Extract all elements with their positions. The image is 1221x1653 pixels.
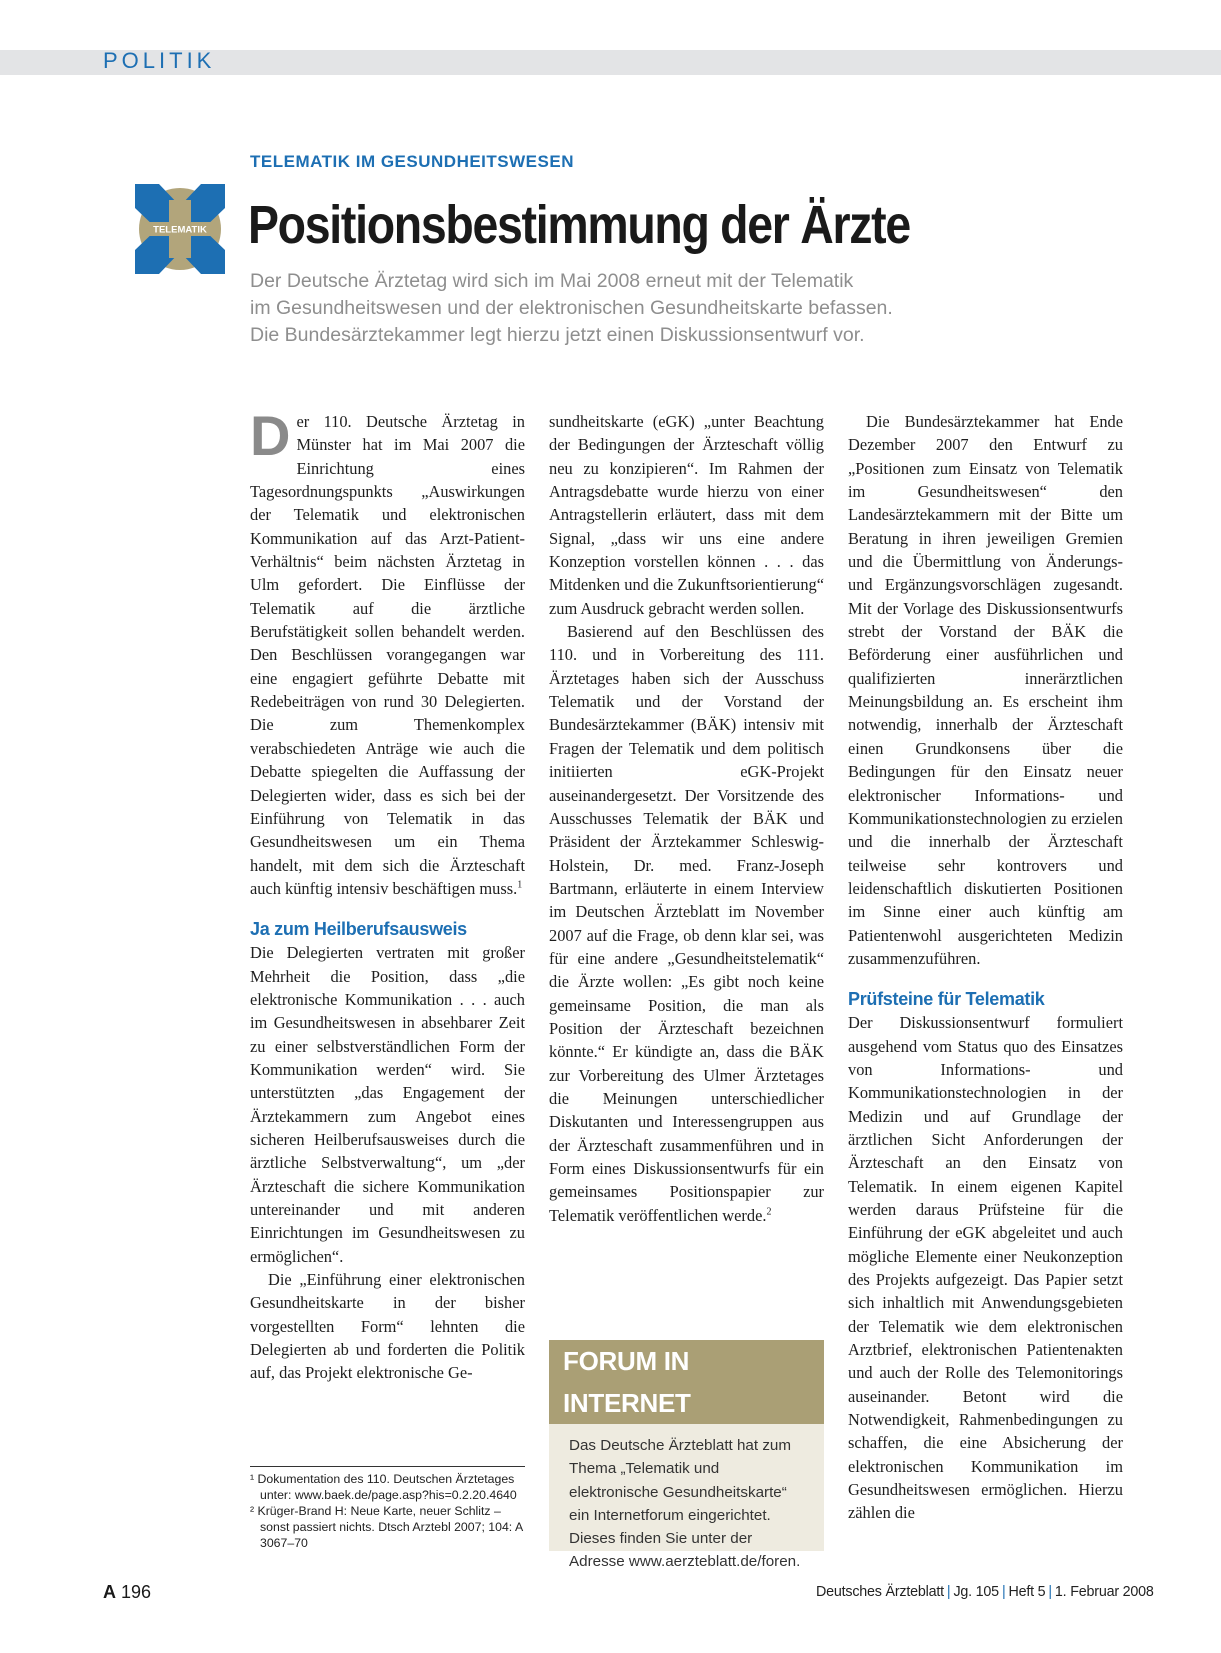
footnote: ² Krüger-Brand H: Neue Karte, neuer Schlitz – sonst passiert nichts. Dtsch Arztebl 2007; 104: A 3067–70 <box>250 1504 523 1550</box>
footnote-ref: 1 <box>517 879 523 891</box>
lead-line: Der Deutsche Ärztetag wird sich im Mai 2008 erneut mit der Telematik <box>250 270 854 292</box>
article-column-1 <box>250 404 525 1385</box>
forum-title: FORUM IN INTERNET <box>549 1340 824 1424</box>
article-kicker: TELEMATIK IM GESUNDHEITSWESEN <box>250 152 574 171</box>
forum-line: Dieses finden Sie unter der Adresse www.aerzteblatt.de/foren. <box>569 1530 801 1571</box>
footnotes <box>250 1466 525 1551</box>
logo-label: TELEMATIK <box>153 224 207 236</box>
journal-issue: Heft 5 <box>1008 1584 1046 1600</box>
subheading: Ja zum Heilberufsausweis <box>250 919 467 940</box>
journal-name: Deutsches Ärzteblatt <box>816 1584 944 1600</box>
paragraph: Die „Einführung einer elektronischen Gesundheitskarte in der bisher vorgestellten Form“ lehnten die Delegierten ab und forderten die Politik auf, das Projekt elektronische Ge- <box>250 1270 525 1383</box>
section-label: POLITIK <box>103 48 216 73</box>
journal-date: 1. Februar 2008 <box>1054 1584 1154 1600</box>
forum-line: Das Deutsche Ärzteblatt hat zum Thema „Telematik und elektronische Gesundheitskarte“ ein Internetforum eingerichtet. <box>569 1437 792 1524</box>
lead-line: Die Bundesärztekammer legt hierzu jetzt einen Diskussionsentwurf vor. <box>250 324 865 346</box>
paragraph: sundheitskarte (eGK) „unter Beachtung der Bedingungen der Ärzteschaft völlig neu zu konzipieren“. Im Rahmen der Antragsdebatte wurde hierzu von einer Antragstellerin erläutert, dass mit dem Signal, „dass wir uns eine andere Konzeption vorstellen können . . . das Mitdenken und die Zukunftsorientierung“ zum Ausdruck gebracht werden sollen. <box>549 412 824 618</box>
subheading: Prüfsteine für Telematik <box>848 989 1045 1010</box>
paragraph: Der Diskussionsentwurf formuliert ausgehend vom Status quo des Einsatzes von Informations- und Kommunikationstechnologien in der Medizin und auf Grundlage der ärztlichen Sicht Anforderungen der Ärzteschaft an den Einsatz von Telematik. In einem eigenen Kapitel werden daraus Prüfsteine für die Einführung der eGK abgeleitet und auch mögliche Elemente einer Neukonzeption des Projekts aufgezeigt. Das Papier setzt sich inhaltlich mit Anwendungsgebieten der Telematik wie dem elektronischen Arztbrief, elektronischen Patientenakten und auch der Rolle des Telemonitorings auseinander. Betont wird die Notwendigkeit, Rahmenbedingungen zu schaffen, die eine Absicherung der elektronischen Kommunikation im Gesundheitswesen ermöglichen. Hierzu zählen die <box>848 1013 1123 1523</box>
article-column-2 <box>549 410 824 1227</box>
paragraph: Die Bundesärztekammer hat Ende Dezember 2007 den Entwurf zu „Positionen zum Einsatz von Telematik im Gesundheitswesen“ den Landesärztekammern mit der Bitte um Beratung in ihren jeweiligen Gremien und die Übermittlung von Änderungs- und Ergänzungsvorschlägen zugesandt. Mit der Vorlage des Diskussionsentwurfs strebt der Vorstand der BÄK die Beförderung einer ausführlichen und qualifizierten innerärztlichen Meinungsbildung an. Es erscheint ihm notwendig, innerhalb der Ärzteschaft einen Grundkonsens über die Bedingungen für den Einsatz neuer elektronischer Informations- und Kommunikationstechnologien zu erzielen und die innerhalb der Ärzteschaft teilweise sehr kontrovers und leidenschaftlich diskutierten Positionen im Sinne einer auch künftig am Patientenwohl ausgerichteten Medizin zusammenzuführen. <box>848 412 1123 968</box>
footnote-ref: 2 <box>766 1206 772 1218</box>
article-lead <box>250 268 1010 349</box>
lead-line: im Gesundheitswesen und der elektronischen Gesundheitskarte befassen. <box>250 297 893 319</box>
paragraph: Die Delegierten vertraten mit großer Mehrheit die Position, dass „die elektronische Kommunikation . . . auch im Gesundheitswesen in absehbarer Zeit zu einer selbstverständlichen Form der Kommunikation werden“ wird. Sie unterstützten „das Engagement der Ärztekammern zum Angebot eines sicheren Heilberufsausweises durch die ärztliche Selbstverwaltung“, um „der Ärzteschaft die sichere Kommunikation untereinander und mit anderen Einrichtungen im Gesundheitswesen zu ermöglichen“. <box>250 943 525 1266</box>
paragraph: Der 110. Deutsche Ärztetag in Münster hat im Mai 2007 die Einrichtung eines Tagesordnungspunkts „Auswirkungen der Telematik und elektronischen Kommunikation auf das Arzt-Patient-Verhältnis“ beim nächsten Ärztetag in Ulm gefordert. Die Einflüsse der Telematik auf die ärztliche Berufstätigkeit sollen behandelt werden. Den Beschlüssen vorangegangen war eine engagiert geführte Debatte mit Redebeiträgen von rund 30 Delegierten. Die zum Themenkomplex verabschiedeten Anträge wie auch die Debatte spiegelten die Auffassung der Delegierten wider, dass es sich bei der Einführung von Telematik in das Gesundheitswesen um ein Thema handelt, mit dem sich die Ärzteschaft auch künftig intensiv beschäftigen muss.$^1$ <box>250 404 525 898</box>
forum-text <box>549 1424 824 1574</box>
telematik-logo-icon <box>135 184 225 274</box>
drop-cap: D <box>250 404 291 467</box>
paragraph: Basierend auf den Beschlüssen des 110. und in Vorbereitung des 111. Ärztetages haben sich der Ausschuss Telematik und der Vorstand der Bundesärztekammer (BÄK) intensiv mit Fragen der Telematik und dem politisch initiierten eGK-Projekt auseinandergesetzt. Der Vorsitzende des Ausschusses Telematik der BÄK und Präsident der Ärztekammer Schleswig-Holstein, Dr. med. Franz-Joseph Bartmann, erläuterte in einem Interview im Deutschen Ärzteblatt im November 2007 auf die Frage, ob denn klar sei, was für eine andere „Gesundheitstelematik“ die Ärzte wollen: „Es gibt noch keine gemeinsame Position, die man als Position der Ärzteschaft bezeichnen könnte.“ Er kündigte an, dass die BÄK zur Vorbereitung des Ulmer Ärztetages die Meinungen unterschiedlicher Diskutanten und Interessengruppen aus der Ärzteschaft zusammenführen und in Form eines Diskussionsentwurfs für ein gemeinsames Positionspapier zur Telematik veröffentlichen werde.$^2$ <box>549 622 824 1225</box>
footnote: ¹ Dokumentation des 110. Deutschen Ärztetages unter: www.baek.de/page.asp?his=0.2.20.4640 <box>250 1472 517 1502</box>
article-column-3 <box>848 410 1123 1525</box>
journal-volume: Jg. 105 <box>953 1584 999 1600</box>
page-number: A 196 <box>103 1582 152 1602</box>
journal-info: Deutsches Ärzteblatt | Jg. 105 | Heft 5 | 1. Februar 2008 <box>816 1584 1154 1600</box>
article-headline: Positionsbestimmung der Ärzte <box>248 195 910 255</box>
forum-box <box>549 1340 824 1571</box>
